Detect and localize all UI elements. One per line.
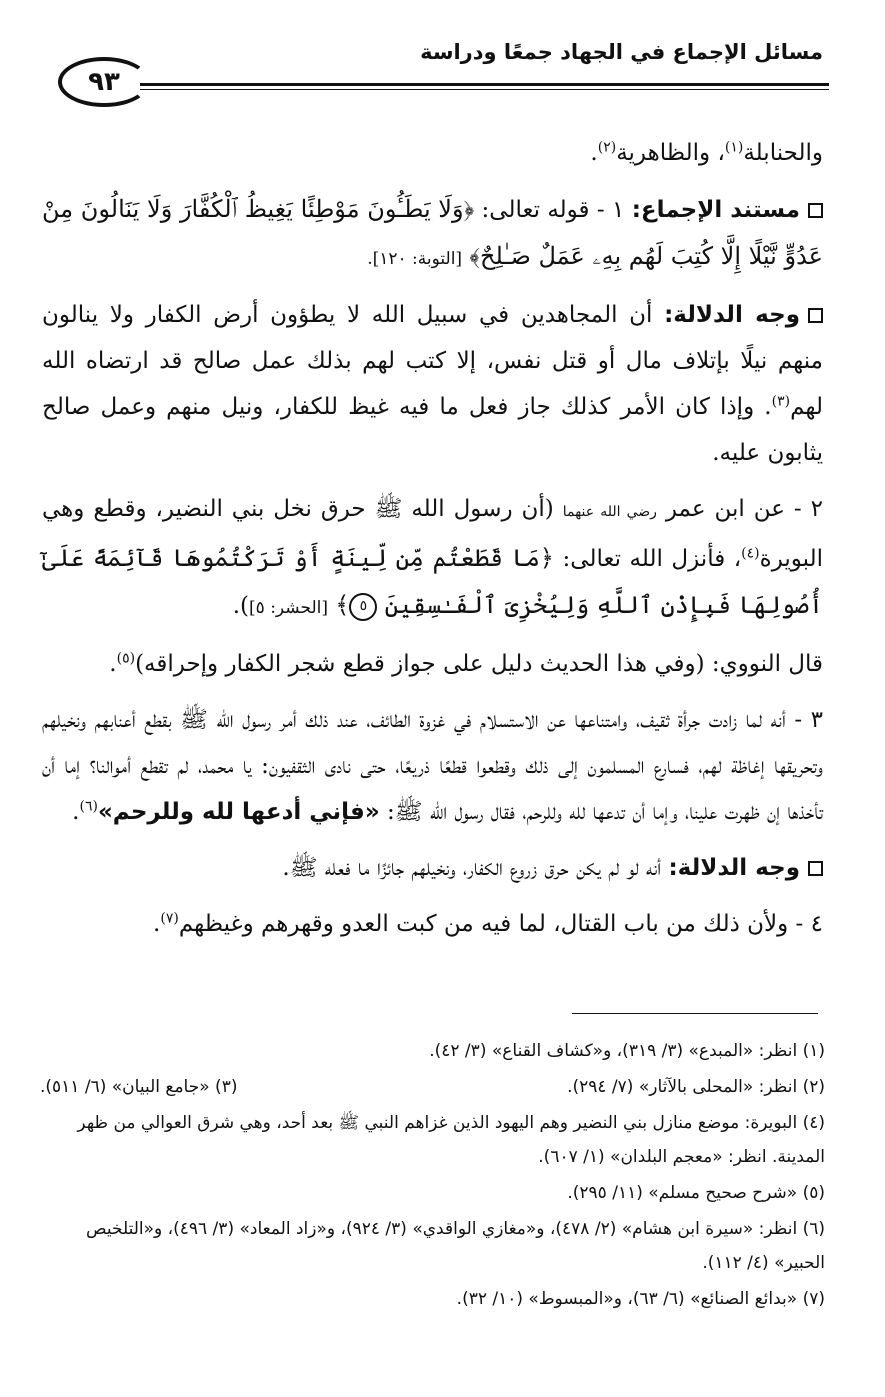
text: حرق نخل بني النضير، وقطع وهي البويرة: [42, 496, 824, 572]
square-bullet-icon: [808, 308, 823, 323]
text: قال النووي: (وفي هذا الحديث دليل على جواز قطع شجر الكفار وإحراقه): [135, 651, 823, 677]
main-text: [42, 130, 823, 957]
footnote-ref-4[interactable]: (٤): [741, 545, 760, 562]
text: :: [387, 799, 395, 825]
square-bullet-icon: [808, 203, 823, 218]
text: .: [282, 855, 290, 881]
running-header-title: مسائل الإجماع في الجهاد جمعًا ودراسة: [420, 40, 823, 64]
verse-reference: [التوبة: ١٢٠].: [367, 249, 463, 269]
paragraph-taif: [42, 697, 823, 835]
section-lead: مستند الإجماع:: [631, 197, 800, 223]
page-number: ٩٣: [88, 67, 120, 97]
footnote-ref-2[interactable]: (٢): [597, 139, 617, 156]
text: ).: [232, 593, 250, 619]
paragraph-evidence-1: [42, 292, 823, 476]
verse-reference: [الحشر: ٥]: [249, 598, 328, 618]
text: . وإذا كان الأمر كذلك جاز فعل ما فيه غيظ للكفار، ونيل منهم وعمل صالح يثابون عليه.: [42, 394, 823, 466]
square-bullet-icon: [808, 861, 823, 876]
text: ، فأنزل الله تعالى:: [562, 546, 742, 572]
text: ٤ - ولأن ذلك من باب القتال، لما فيه من كبت العدو وقهرهم وغيظهم: [178, 911, 823, 937]
paragraph-1: [42, 130, 823, 176]
footnote-ref-3[interactable]: (٣): [771, 393, 791, 410]
footnote-2: (٢) انظر: «المحلى بالآثار» (٧/ ٢٩٤).: [567, 1077, 825, 1097]
honorific: رضي الله عنهما: [562, 504, 657, 520]
footnote-3: (٣) «جامع البيان» (٦/ ٥١١).: [40, 1077, 238, 1097]
prophet-quote: «فإني أدعها لله وللرحم»: [97, 799, 380, 825]
text: أنه لو لم يكن حرق زروع الكفار، ونخيلهم جائزًا ما فعله: [324, 855, 662, 881]
quran-verse: ﴿وَلَا يَطَـُٔونَ مَوْطِئًا يَغِيظُ ٱلْكُفَّارَ وَلَا يَنَالُونَ مِنْ عَدُوٍّ نَّيْلًا إِلَّا كُتِبَ لَهُم بِهِۦ عَمَلٌ صَـٰلِحٌ﴾: [42, 195, 823, 270]
quran-verse: ﴿مَا قَطَعْتُم مِّن لِّينَةٍ أَوْ تَرَكْتُمُوهَا قَآئِمَةً عَلَىٰٓ أُصُولِهَا فَبِإِذْنِ ٱللَّهِ وَلِيُخْزِىَ ٱلْفَـٰسِقِينَ: [42, 544, 823, 619]
footnote-1: (١) انظر: «المبدع» (٣/ ٣١٩)، و«كشاف القناع» (٣/ ٤٢).: [429, 1041, 825, 1061]
footnote-ref-5[interactable]: (٥): [116, 650, 136, 667]
header-rule-thin: [140, 89, 829, 90]
text: والحنابلة: [743, 140, 823, 166]
text: .: [590, 140, 598, 166]
salawat-honorific: ﷺ: [374, 496, 403, 522]
salawat-honorific: ﷺ: [180, 707, 208, 733]
page-number-badge: [58, 57, 150, 107]
footnote-5: (٥) «شرح صحيح مسلم» (١١/ ٢٩٥).: [567, 1183, 825, 1203]
header-rule: [140, 83, 829, 86]
ayah-number-marker: ٥: [349, 593, 377, 621]
text: .: [153, 911, 161, 937]
paragraph-ijma-basis: [42, 186, 823, 282]
text: بقطع أعنابهم ونخيلهم وتحريقها إغاظة لهم، فسارع المسلمون إلى ذلك وقطعوا قطعًا ذريعًا، حتى نادى الثقفيون: يا محمد، لم تقطع أموالنا؟ إما أن تأخذها إن ظهرت علينا، وإما أن تدعها لله وللرحم، فقال رسول الله: [42, 707, 823, 825]
footnotes: [40, 1034, 825, 1318]
text: ٢ - عن ابن عمر: [665, 496, 824, 522]
footnote-ref-6[interactable]: (٦): [79, 798, 98, 815]
footnote-row: [40, 1070, 825, 1104]
quran-verse-end: ﴾: [335, 591, 350, 619]
paragraph-hadith-ibn-umar: [42, 486, 823, 631]
section-lead: وجه الدلالة:: [664, 302, 801, 328]
footnote-7: (٧) «بدائع الصنائع» (٦/ ٦٣)، و«المبسوط» (١٠/ ٣٢).: [456, 1289, 825, 1309]
footnote-ref-7[interactable]: (٧): [160, 910, 179, 927]
footnote-6: (٦) انظر: «سيرة ابن هشام» (٢/ ٤٧٨)، و«مغازي الواقدي» (٣/ ٩٢٤)، و«زاد المعاد» (٣/ ٤٩٦)، و«التلخيص الحبير» (٤/ ١١٢).: [86, 1219, 825, 1273]
paragraph-nawawi: [42, 641, 823, 687]
salawat-honorific: ﷺ: [394, 799, 423, 825]
text: .: [109, 651, 117, 677]
salawat-honorific: ﷺ: [289, 855, 318, 881]
text: ٣ - أنه لما زادت جرأة ثقيف، وامتناعها عن الاستسلام في غزوة الطائف، عند ذلك أمر رسول الله: [216, 707, 824, 733]
footnote-4: (٤) البويرة: موضع منازل بني النضير وهم اليهود الذين غزاهم النبي ﷺ بعد أحد، وهي شرق العوالي من ظهر المدينة. انظر: «معجم البلدان» (١/ ٦٠٧).: [77, 1113, 825, 1167]
text: أن المجاهدين في سبيل الله لا يطؤون أرض الكفار ولا ينالون منهم نيلًا بإتلاف مال أو قتل نفس، إلا كتب لهم بذلك عمل صالح قد ارتضاه الله لهم: [42, 302, 823, 420]
paragraph-evidence-2: [42, 845, 823, 891]
section-lead: وجه الدلالة:: [668, 855, 800, 881]
footnote-ref-1[interactable]: (١): [724, 139, 744, 156]
text: (أن رسول الله: [411, 496, 554, 522]
text: .: [72, 799, 80, 825]
text: ١ - قوله تعالى:: [481, 197, 625, 223]
paragraph-4: [42, 901, 823, 947]
text: ، والظاهرية: [616, 140, 725, 166]
footnote-separator: [572, 1013, 818, 1014]
